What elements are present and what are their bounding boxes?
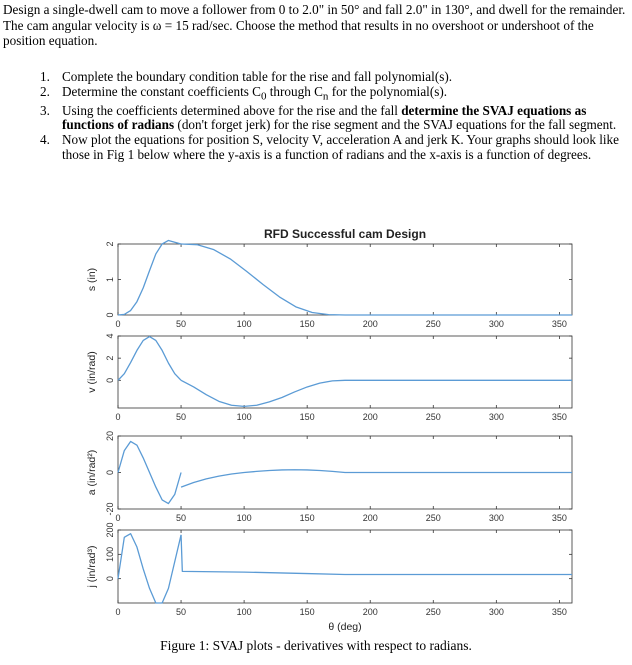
x-tick-label: 300: [488, 607, 504, 617]
y-axis-label: v (in/rad): [86, 351, 98, 393]
x-tick-label: 200: [362, 513, 378, 523]
series-line-a-1: [181, 470, 572, 487]
x-tick-label: 100: [236, 513, 252, 523]
series-line-j-0: [118, 534, 181, 603]
series-line-a-0: [118, 441, 181, 503]
x-tick-label: 300: [488, 412, 504, 422]
x-tick-label: 300: [488, 319, 504, 329]
task-item-4: [40, 133, 625, 162]
subscript: 0: [260, 90, 267, 103]
subscript: n: [322, 90, 329, 103]
x-tick-label: 50: [176, 513, 187, 523]
x-tick-label: 250: [425, 412, 441, 422]
x-tick-label: 350: [551, 319, 567, 329]
series-line-v-1: [181, 380, 572, 406]
y-axis-label: a (in/rad²): [86, 449, 98, 496]
y-axis-label: s (in): [86, 267, 98, 292]
chart-title: RFD Successful cam Design: [263, 227, 427, 241]
x-tick-label: 350: [551, 513, 567, 523]
x-tick-label: 100: [236, 319, 252, 329]
svaj-figure: [0, 212, 632, 637]
task-item-3: [40, 104, 625, 133]
y-axis-label: j (in/rad³): [86, 545, 98, 588]
x-axis-label: θ (deg): [328, 621, 362, 633]
series-line-s-1: [181, 244, 572, 315]
y-tick-label: 4: [105, 333, 115, 339]
x-tick-label: 200: [362, 607, 378, 617]
task-text: for the polynomial(s).: [328, 83, 448, 99]
x-tick-label: 250: [425, 513, 441, 523]
x-tick-label: 300: [488, 513, 504, 523]
y-tick-label: 200: [105, 522, 115, 538]
y-tick-label: 0: [105, 377, 115, 383]
x-tick-label: 0: [115, 412, 121, 422]
y-tick-label: 100: [105, 546, 115, 562]
task-text: (don't forget jerk) for the rise segment and the SVAJ equations for the fall segment.: [174, 117, 617, 133]
plot-frame-j: [118, 530, 572, 603]
x-tick-label: 0: [115, 607, 121, 617]
series-line-s-0: [118, 240, 181, 315]
task-number: 1.: [40, 69, 50, 84]
x-tick-label: 0: [115, 319, 121, 329]
x-tick-label: 100: [236, 607, 252, 617]
x-tick-label: 350: [551, 412, 567, 422]
y-tick-label: -20: [105, 502, 115, 516]
series-line-j-1: [181, 535, 572, 575]
figure-caption: Figure 1: SVAJ plots - derivatives with respect to radians.: [160, 638, 472, 653]
y-tick-label: 2: [105, 241, 115, 247]
task-item-1: [40, 70, 625, 85]
x-tick-label: 50: [176, 412, 187, 422]
task-list: [40, 70, 625, 162]
x-tick-label: 150: [299, 319, 315, 329]
x-tick-label: 100: [236, 412, 252, 422]
task-text: Now plot the equations for position S, velocity V, acceleration A and jerk K. Your graphs should look like those in Fig 1 below where the y-axis is a function of radians and the x-axis is a function of degrees.: [62, 132, 619, 162]
y-tick-label: 2: [105, 355, 115, 361]
x-tick-label: 150: [299, 412, 315, 422]
task-number: 3.: [40, 102, 50, 118]
y-tick-label: 0: [105, 576, 115, 582]
x-tick-label: 150: [299, 513, 315, 523]
y-tick-label: 0: [105, 469, 115, 476]
y-tick-label: 1: [105, 276, 115, 283]
task-text: Using the coefficients determined above for the rise and the fall: [62, 102, 402, 118]
plot-frame-s: [118, 244, 572, 315]
x-tick-label: 250: [425, 319, 441, 329]
task-item-2: [40, 85, 625, 104]
x-tick-label: 50: [176, 319, 187, 329]
y-tick-label: 20: [105, 430, 115, 442]
task-number: 2.: [40, 83, 50, 99]
task-text: Determine the constant coefficients C: [62, 83, 261, 99]
x-tick-label: 350: [551, 607, 567, 617]
series-line-v-0: [118, 337, 181, 381]
x-tick-label: 150: [299, 607, 315, 617]
task-text: through C: [266, 83, 323, 99]
x-tick-label: 0: [115, 513, 121, 523]
problem-intro: Design a single-dwell cam to move a follower from 0 to 2.0" in 50° and fall 2.0" in 130°, and dwell for the remainder. The cam angular velocity is ω = 15 rad/sec. Choose the method that results in no overshoot or undershoot of the position equation.: [3, 2, 626, 48]
y-tick-label: 0: [105, 312, 115, 318]
x-tick-label: 200: [362, 412, 378, 422]
x-tick-label: 200: [362, 319, 378, 329]
task-bold-text: determine the SVAJ equations as functions of radians: [62, 102, 587, 133]
task-number: 4.: [40, 132, 50, 148]
x-tick-label: 250: [425, 607, 441, 617]
x-tick-label: 50: [176, 607, 187, 617]
plot-frame-v: [118, 336, 572, 408]
task-text: Complete the boundary condition table for the rise and fall polynomial(s).: [62, 69, 453, 84]
